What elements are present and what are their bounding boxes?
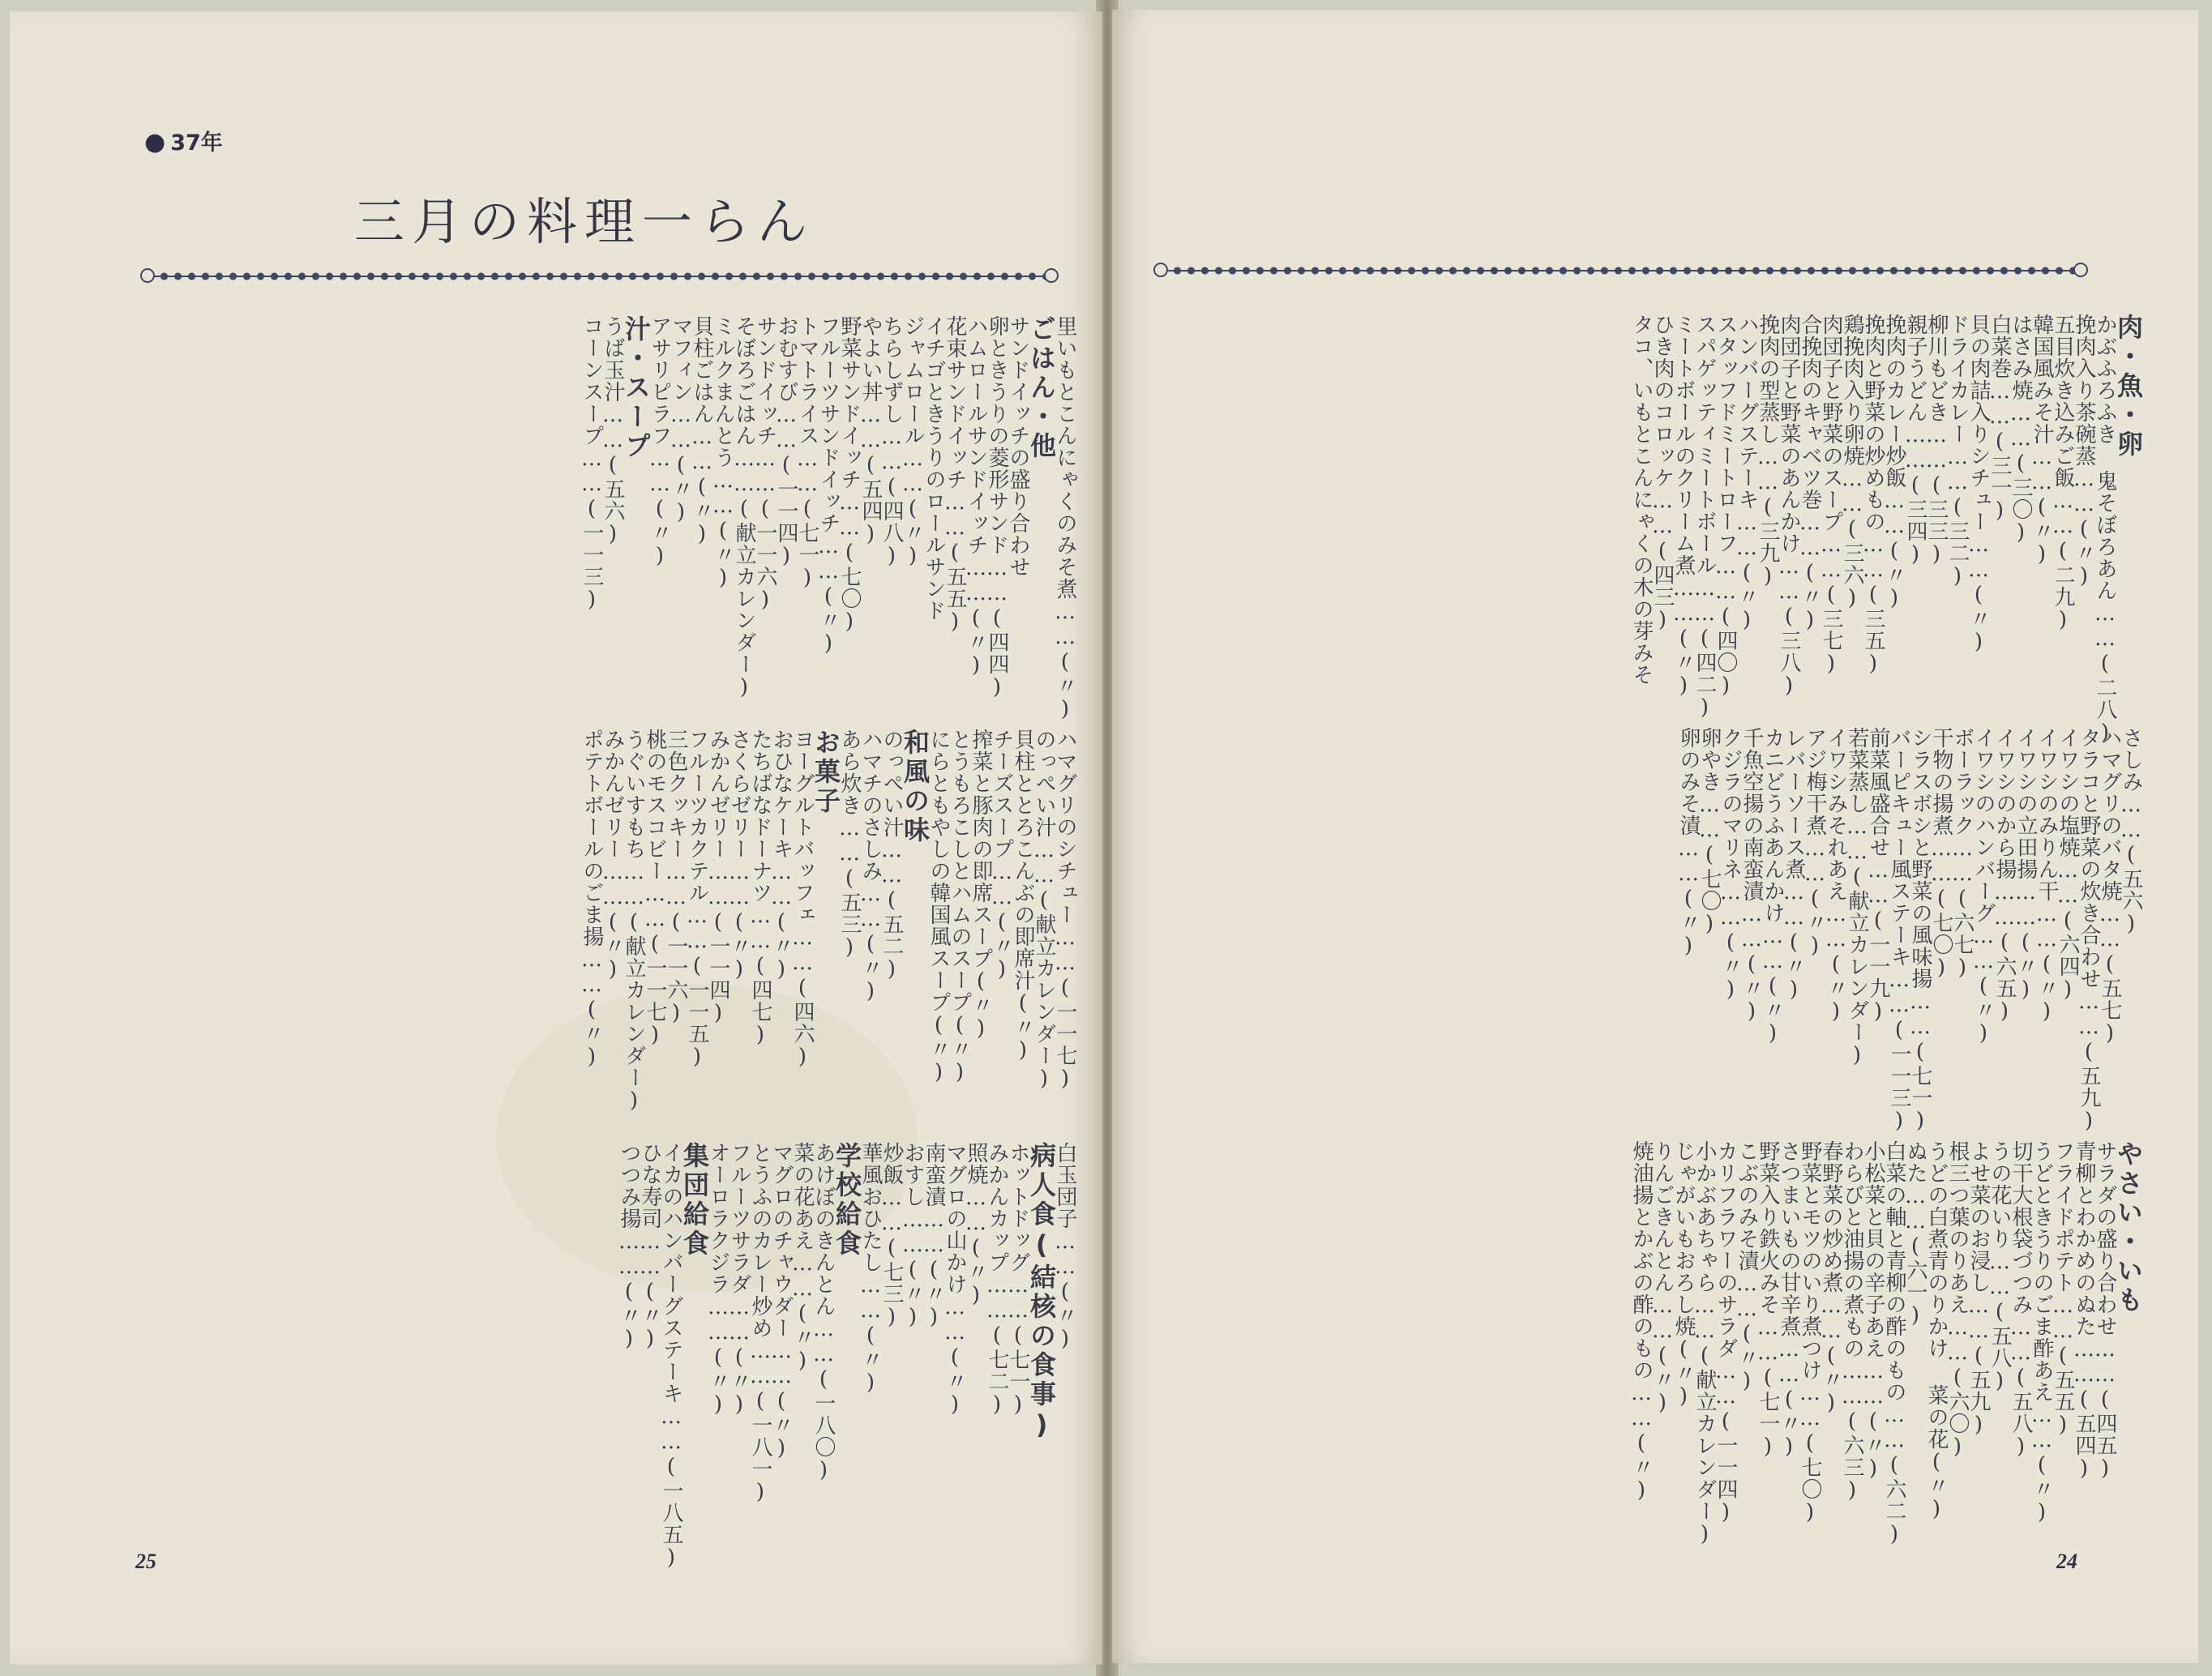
menu-entry: 肉団子と野菜のスープ……(三七): [1819, 314, 1843, 677]
menu-entry: 卵やき……(七〇): [1697, 727, 1722, 937]
menu-entry: 野菜サンドイッチ……(七〇): [837, 315, 862, 635]
section-heading: やさい・いも: [2113, 1140, 2144, 1315]
year-text: 37年: [170, 130, 223, 156]
menu-entry: フルーツサンドイッチ……(〃): [816, 315, 841, 656]
menu-entry: 貝柱ととろこんぶの即席汁(〃): [1011, 729, 1035, 1063]
menu-entry: サンドイッチの盛り合わせ: [1006, 315, 1030, 578]
section-heading: 病人食(結核の食事): [1026, 1142, 1057, 1443]
menu-entry: イチゴときうりのロールサンド: [922, 315, 946, 622]
menu-entry: 搾菜と豚肉の即席スープ(〃): [969, 729, 993, 1041]
menu-entry: タラコと野菜の炊き合わせ……(五九): [2077, 727, 2101, 1134]
menu-entry: かぶふろふき 鬼そぼろあん……(二八): [2093, 314, 2117, 746]
menu-entry: クジラのマリネ……(〃): [1718, 727, 1743, 1003]
menu-entry: 白菜巻……(三一): [1987, 314, 2012, 524]
menu-entry: イカのハンバーグステーキ……(一八五): [659, 1142, 683, 1571]
menu-entry: オーロラクジラ……(〃): [706, 1142, 730, 1417]
menu-entry: うぐいすもち……(献立カレンダー): [622, 729, 646, 1114]
menu-entry: 菜の花あえ……(〃): [790, 1142, 815, 1374]
menu-entry: おすし……(〃): [901, 1142, 925, 1330]
section-heading: 肉・魚・卵: [2113, 314, 2144, 460]
menu-entry: たちばなドーナツ……(四七): [748, 729, 772, 1048]
menu-entry: マグロのチャウダー……(〃): [769, 1142, 794, 1461]
menu-entry: のっぺい汁……(五二): [879, 729, 904, 982]
menu-entry: レバーソース煮……(〃): [1782, 727, 1806, 1003]
menu-entry: とうもろこしとハムのスープ(〃): [948, 729, 972, 1085]
menu-entry: わらびと油揚の煮もの……(六三): [1840, 1140, 1864, 1503]
menu-entry: 野菜とモツのいり煮つけ……(七〇): [1798, 1140, 1822, 1525]
menu-entry: 若菜蒸し……(献立カレンダー): [1845, 727, 1869, 1068]
menu-entry: 焼油揚とかぶの酢のもの……(〃): [1629, 1140, 1654, 1503]
menu-entry: うどの白煮青のりかけ 菜の花(〃): [1924, 1140, 1949, 1522]
page-number: 25: [135, 1550, 156, 1573]
menu-entry: ポテトボールのごま揚……(〃): [580, 729, 604, 1070]
menu-entry: サンドイッチ……(一一六): [753, 315, 777, 613]
menu-entry: 白菜の軸と青柳の酢のもの……(六二): [1882, 1140, 1906, 1547]
menu-band-middle: [1189, 727, 2143, 1134]
menu-entry: 卵のみそ漬……(〃): [1676, 727, 1701, 959]
menu-entry: 前菜風盛合せ……(一一九): [1866, 727, 1890, 1024]
menu-entry: 千魚空揚の南蛮漬……(〃): [1739, 727, 1764, 1024]
menu-entry: 桃のモスコビー……(一一七): [643, 729, 667, 1048]
menu-entry: アジ梅干煮……(〃): [1803, 727, 1827, 959]
menu-entry: 貝柱ごはん……(〃): [690, 315, 714, 547]
menu-entry: シラスボシと野菜の風味揚……(七一): [1908, 727, 1932, 1134]
menu-entry: 韓国風みそ汁……(〃): [2030, 314, 2054, 567]
menu-entry: スタッフドミートローフ……(四〇): [1714, 314, 1738, 699]
menu-entry: 五目炊き込みご飯……(二九): [2051, 314, 2075, 633]
menu-entry: 肉団子と野菜のあんかけ……(三八): [1777, 314, 1801, 699]
menu-entry: フライドポテト……(五五): [2051, 1140, 2075, 1438]
menu-entry: おむすび……(一一四): [774, 315, 798, 569]
menu-entry: イワシの立田揚……(〃): [2013, 727, 2038, 1003]
menu-entry: 挽肉の型蒸し……(三九): [1756, 314, 1780, 589]
menu-entry: さしみ……(五六): [2119, 727, 2143, 937]
menu-entry: ジャムロール……(〃): [901, 315, 925, 569]
menu-entry: 里いもとこんにゃくのみそ煮……(〃): [1053, 315, 1077, 722]
menu-entry: イワシのハンバーグ……(〃): [1971, 727, 1996, 1046]
menu-entry: みかんゼリー……(一一四): [706, 729, 730, 1026]
menu-entry: 干物の揚煮……(七〇): [1929, 727, 1953, 981]
section-heading: 和風の味: [900, 729, 931, 845]
menu-entry: ハマグリのシチュー……(一一七): [1053, 729, 1077, 1092]
menu-entry: カリフラワーのサラダ……(一一四): [1714, 1140, 1738, 1525]
menu-entry: さつまいもの甘辛煮……(〃): [1777, 1140, 1801, 1460]
menu-entry: りんごきんとん……(〃): [1650, 1140, 1675, 1416]
menu-band-top: [127, 315, 1077, 722]
menu-entry: ひき肉のコロッケ……(四三): [1650, 314, 1675, 633]
menu-entry: つつみ揚……(〃): [617, 1142, 641, 1352]
menu-entry: ミルクまんとう……(〃): [711, 315, 735, 591]
menu-entry: うば玉汁……(五六): [601, 315, 625, 547]
bullet-icon: ●: [144, 128, 166, 156]
menu-entry: 照焼……(〃): [964, 1142, 988, 1308]
menu-entry: にらともやしの韓国風スープ(〃): [926, 729, 951, 1085]
menu-entry: 炒飯……(七三): [879, 1142, 904, 1330]
menu-band-top: [1169, 314, 2144, 746]
section-heading: ごはん・他: [1026, 315, 1057, 461]
menu-entry: のっぺい汁……(献立カレンダー): [1032, 729, 1056, 1092]
menu-entry: マフィン……(〃): [669, 315, 693, 525]
menu-entry: 挽肉のカレー炒飯……(〃): [1882, 314, 1906, 611]
page-title: 三月の料理一らん: [354, 192, 815, 251]
menu-entry: アサリピラフ……(〃): [648, 315, 672, 569]
menu-entry: イワシのみりん干……(〃): [2034, 727, 2059, 1024]
menu-entry: 華風おひたし……(〃): [858, 1142, 883, 1396]
menu-entry: 挽肉と野菜の炒めもの……(三五): [1861, 314, 1885, 677]
menu-entry: 貝の肉詰入りシチュー……(〃): [1966, 314, 1991, 655]
menu-entry: バーピキュー風ステーキ……(一一三): [1887, 727, 1911, 1134]
menu-entry: 卵ときうりの菱形サンド……(四四): [985, 315, 1009, 700]
left-page: [10, 11, 1102, 1665]
menu-entry: 小松菜と貝の辛子あえ……(〃): [1861, 1140, 1885, 1481]
menu-entry: ちらしずし……(四八): [879, 315, 904, 569]
menu-entry: ヨーグルトバッフェ……(四六): [790, 729, 815, 1070]
menu-band-middle: [127, 729, 1077, 1114]
menu-entry: さくらゼリー……(〃): [727, 729, 751, 982]
menu-entry: タコ、いもとこんにゃくの木の芽みそ: [1629, 314, 1654, 686]
menu-entry: うどときうりのごま酢あえ……(〃): [2030, 1140, 2054, 1525]
menu-entry: イワシの塩焼……(六四): [2056, 727, 2080, 1003]
menu-entry: ホットドッグ……(七一): [1006, 1142, 1030, 1417]
menu-entry: 親子うどん……(三四): [1903, 314, 1927, 567]
menu-entry: あけぼのきんとん……(一八〇): [811, 1142, 836, 1483]
section-heading: 集団給食: [679, 1142, 710, 1259]
menu-entry: ひな寿司……(〃): [638, 1142, 662, 1352]
year-label: [144, 125, 223, 156]
page-number: 24: [2056, 1550, 2077, 1573]
menu-entry: やよい丼……(五四): [858, 315, 883, 547]
menu-entry: コーンスープ……(一一三): [580, 315, 604, 613]
menu-band-bottom: [1173, 1140, 2144, 1547]
menu-entry: 切干大根袋づつみ……(五八): [2009, 1140, 2033, 1460]
decorative-border: [1157, 261, 2085, 280]
menu-entry: とうふのカレー炒め……(一八一): [748, 1142, 772, 1505]
menu-entry: フルーツサラダ……(〃): [727, 1142, 751, 1417]
section-heading: お菓子: [811, 729, 841, 816]
menu-entry: 小かぶあちゃら……(献立カレンダー): [1692, 1140, 1717, 1547]
menu-entry: ドライカレー……(三二): [1945, 314, 1970, 589]
menu-entry: 根三つ葉のりあえ……(六〇): [1945, 1140, 1970, 1460]
menu-entry: よせ菜のお浸し……(五九): [1966, 1140, 1991, 1438]
menu-entry: ボーラック……(六七): [1950, 727, 1975, 981]
menu-entry: ぬた……(六一): [1903, 1140, 1927, 1328]
decorative-border: [143, 267, 1055, 286]
menu-entry: フルーツカクテル……(一一五): [685, 729, 709, 1070]
section-heading: 汁・スープ: [621, 315, 652, 461]
menu-entry: じゃがいもおろし焼(〃): [1671, 1140, 1696, 1409]
menu-entry: 柳川もどき……(三三): [1924, 314, 1949, 567]
menu-entry: 野菜入り鉄火みそ……(七一): [1756, 1140, 1780, 1460]
right-page: [1112, 10, 2198, 1663]
menu-entry: チーズスープ……(〃): [990, 729, 1014, 982]
menu-entry: イワシのから揚……(六五): [1992, 727, 2017, 1024]
menu-entry: 鶏挽肉入り卵焼……(三六): [1840, 314, 1864, 611]
menu-entry: そぼろごはん……(献立カレンダー): [732, 315, 756, 700]
menu-entry: みかんゼリー……(〃): [601, 729, 625, 982]
menu-entry: うの花いり……(五八): [1987, 1140, 2012, 1394]
menu-entry: マグロの山かけ……(〃): [943, 1142, 967, 1417]
menu-entry: 花束サンドイッチ……(五五): [943, 315, 967, 635]
menu-entry: 合挽肉のキャベツ巻……(〃): [1798, 314, 1822, 633]
menu-entry: あら炊き……(五三): [837, 729, 862, 960]
menu-entry: ハマチのさしみ……(〃): [858, 729, 883, 1004]
menu-entry: カニどうふあんかけ……(〃): [1761, 727, 1785, 1046]
section-heading: 学校給食: [832, 1142, 862, 1259]
menu-entry: こぶのみそ漬……(〃): [1735, 1140, 1759, 1394]
menu-entry: 挽肉入り茶碗蒸……(〃): [2072, 314, 2096, 589]
menu-band-bottom: [152, 1142, 1077, 1571]
menu-entry: はさみ焼……(三〇): [2009, 314, 2033, 545]
menu-entry: ミートボールのクリーム煮……(〃): [1671, 314, 1696, 699]
menu-entry: ハマグリのバタ焼……(五七): [2098, 727, 2122, 1046]
menu-entry: 春野菜の炒め煮……(〃): [1819, 1140, 1843, 1416]
menu-entry: サラダの盛り合わせ……(四五): [2093, 1140, 2117, 1481]
menu-entry: イワシみそれあえ……(〃): [1824, 727, 1848, 1024]
menu-entry: ハンバーグステーキ……(〃): [1735, 314, 1759, 633]
menu-entry: スパゲッティミートボール……(四二): [1692, 314, 1717, 720]
menu-entry: 南蛮漬……(〃): [922, 1142, 946, 1330]
menu-entry: ハムロールサンドイッチ……(〃): [964, 315, 988, 678]
menu-entry: 白玉団子……(〃): [1053, 1142, 1077, 1352]
menu-entry: おひなケーキ……(〃): [769, 729, 794, 982]
menu-entry: 三色クッキー……(一一六): [664, 729, 688, 1026]
menu-entry: みかんカップ……(七二): [985, 1142, 1009, 1417]
menu-entry: 青柳とわかめのぬた……(五四): [2072, 1140, 2096, 1481]
menu-entry: トマトライス……(七一): [795, 315, 819, 591]
